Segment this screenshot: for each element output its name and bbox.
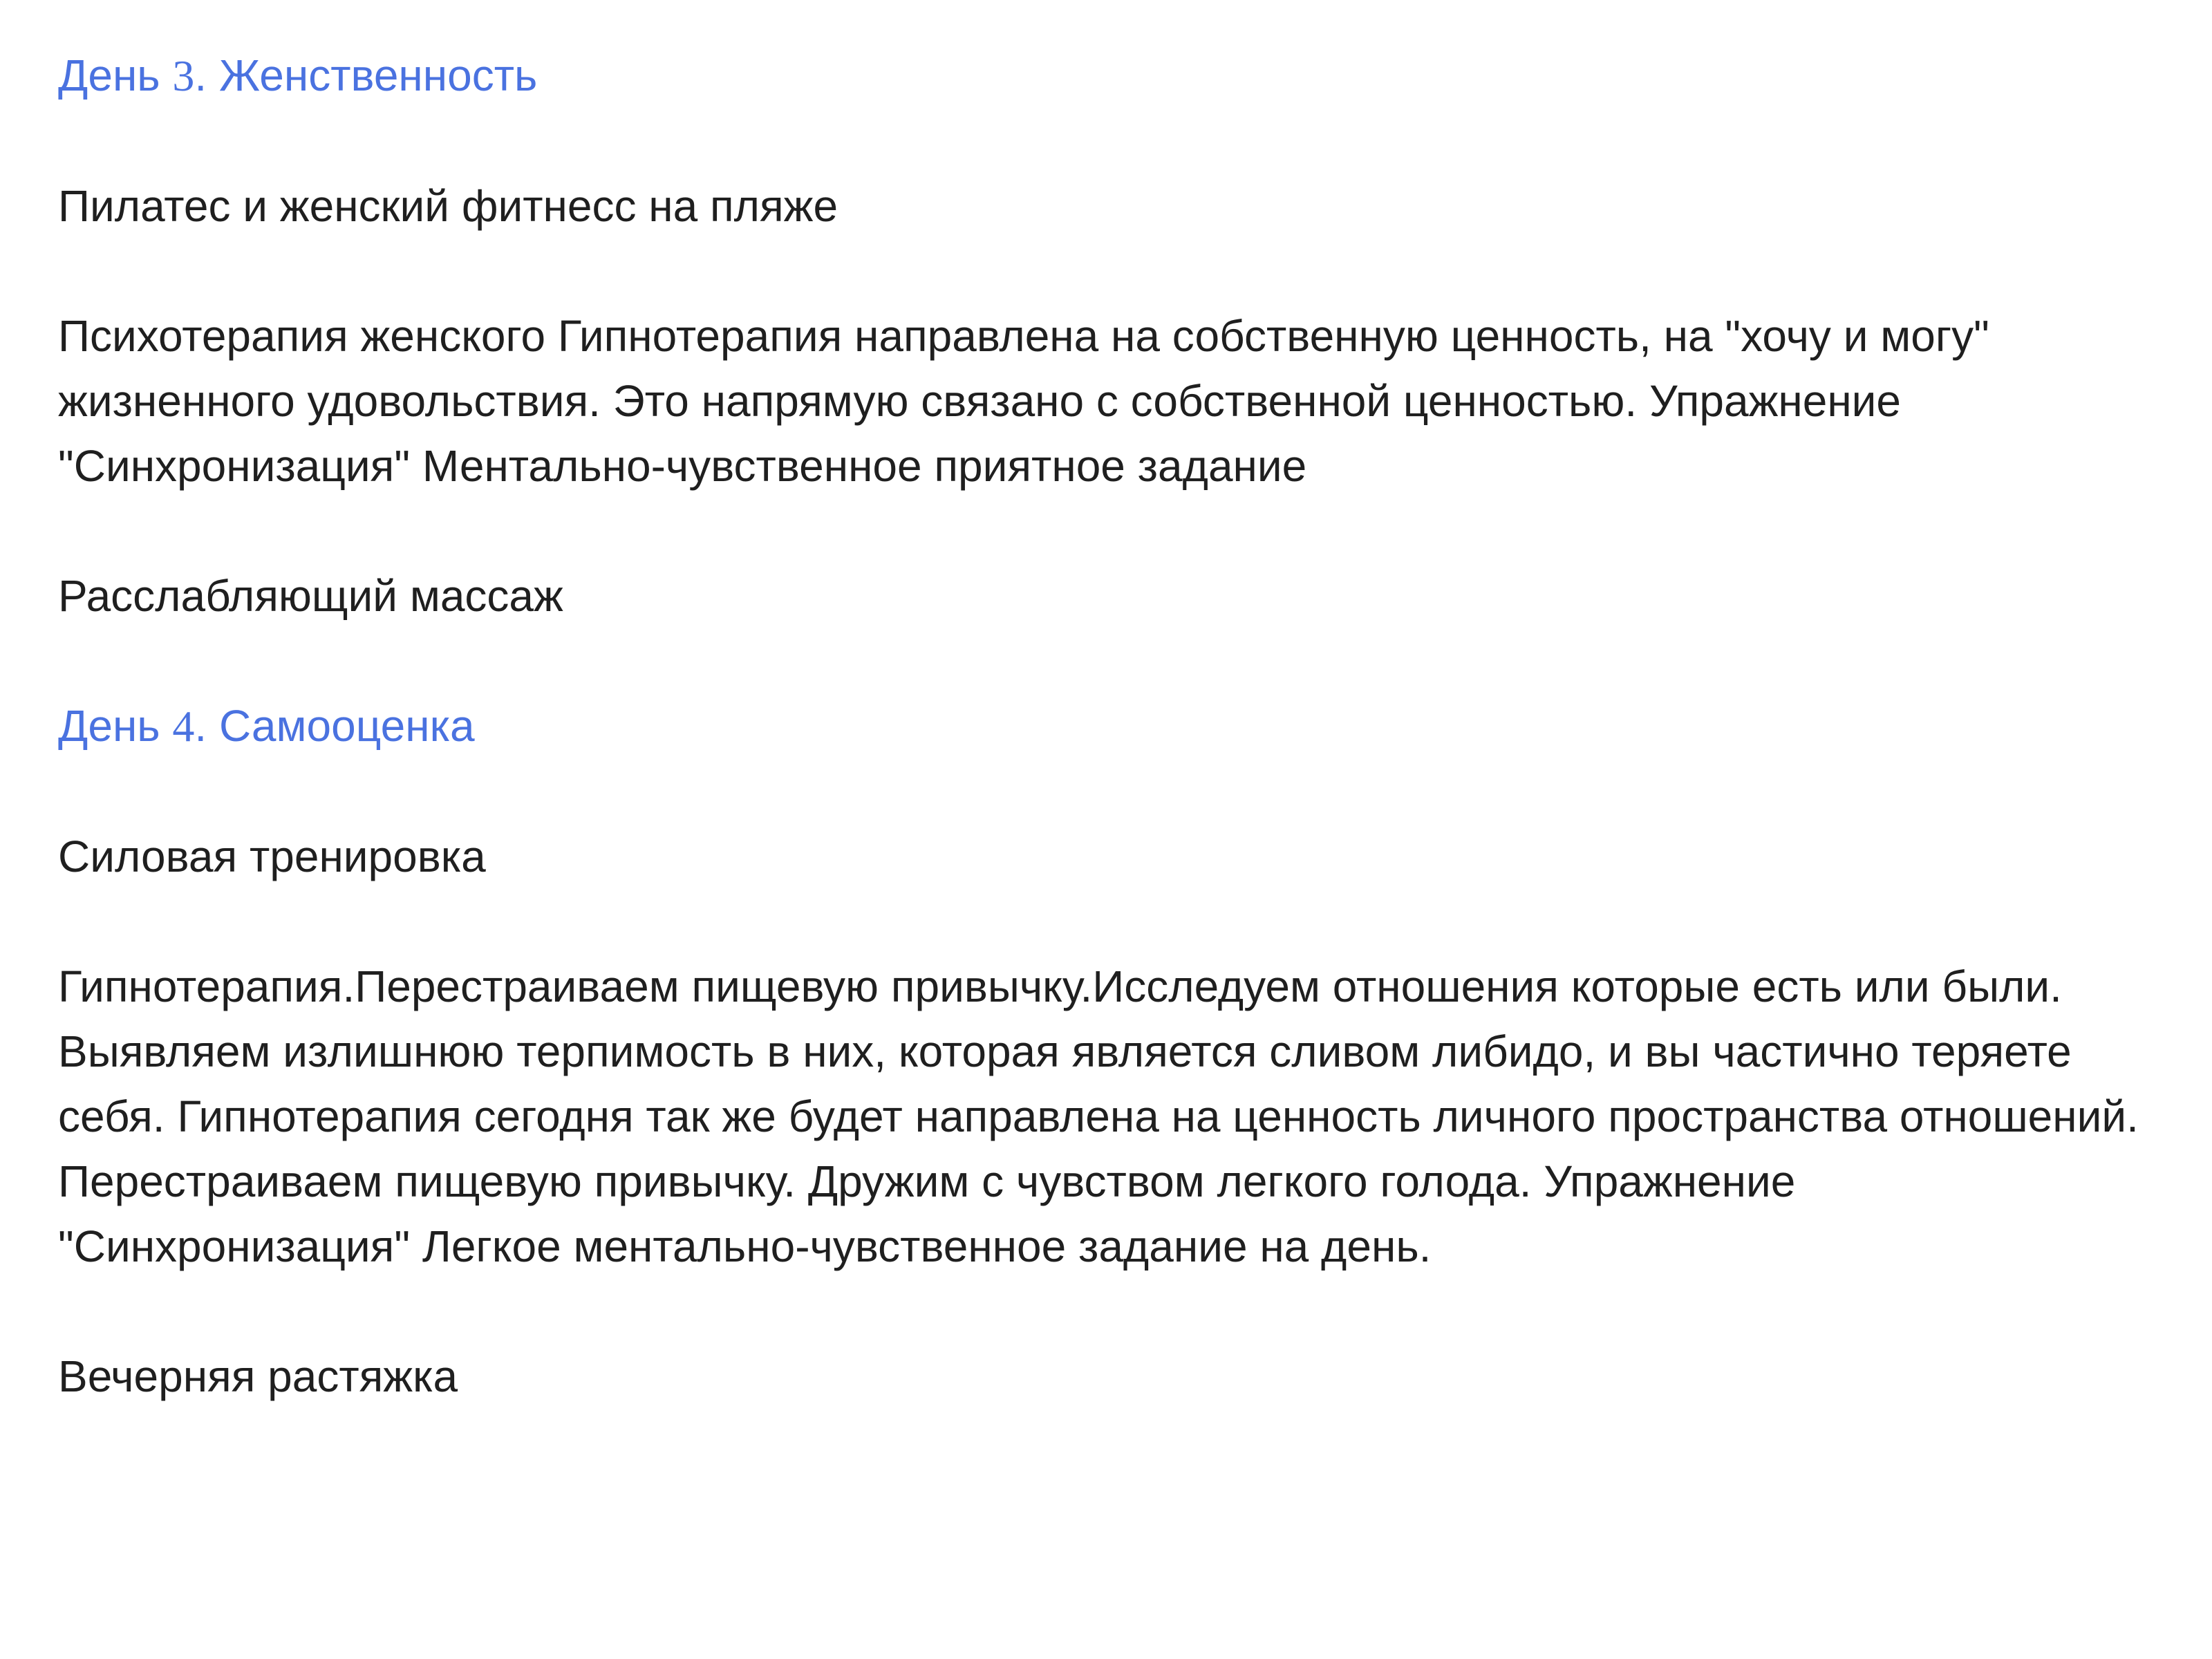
spacer — [58, 109, 2159, 174]
day-4-heading — [58, 693, 2159, 759]
day-3-heading-prefix: День — [58, 50, 173, 100]
day-4-heading-number: 4 — [172, 702, 195, 751]
day-4-description: Гипнотерапия.Перестраиваем пищевую привычку.Исследуем отношения которые есть или были. Выявляем излишнюю терпимость в них, которая является сливом либидо, и вы частично теряете себя. Гипнотерапия сегодня так же будет направлена на ценность личного пространства отношений. Перестраиваем пищевую привычку. Дружим с чувством легкого голода. Упражнение "Синхронизация" Легкое ментально-чувственное задание на день. — [58, 962, 2139, 1271]
day-3-heading-title: . Женственность — [194, 50, 538, 100]
day-3-heading — [58, 43, 2159, 109]
program-content — [58, 43, 2159, 1409]
day-4-heading-prefix: День — [58, 701, 173, 751]
spacer — [58, 1279, 2159, 1344]
day-3-activity-1: Пилатес и женский фитнесс на пляже — [58, 181, 838, 231]
day-4-heading-title: . Самооценка — [194, 701, 475, 751]
spacer — [58, 759, 2159, 824]
spacer — [58, 238, 2159, 303]
spacer — [58, 498, 2159, 563]
day-4-activity-1: Силовая тренировка — [58, 832, 486, 881]
spacer — [58, 889, 2159, 954]
spacer — [58, 628, 2159, 693]
day-4-activity-2: Вечерняя растяжка — [58, 1351, 458, 1401]
day-3-heading-number: 3 — [172, 51, 195, 100]
day-3-activity-2: Расслабляющий массаж — [58, 571, 563, 621]
day-3-description: Психотерапия женского Гипнотерапия направлена на собственную ценность, на "хочу и могу" жизненного удовольствия. Это напрямую связано с собственной ценностью. Упражнение "Синхронизация" Ментально-чувственное приятное задание — [58, 311, 1989, 491]
